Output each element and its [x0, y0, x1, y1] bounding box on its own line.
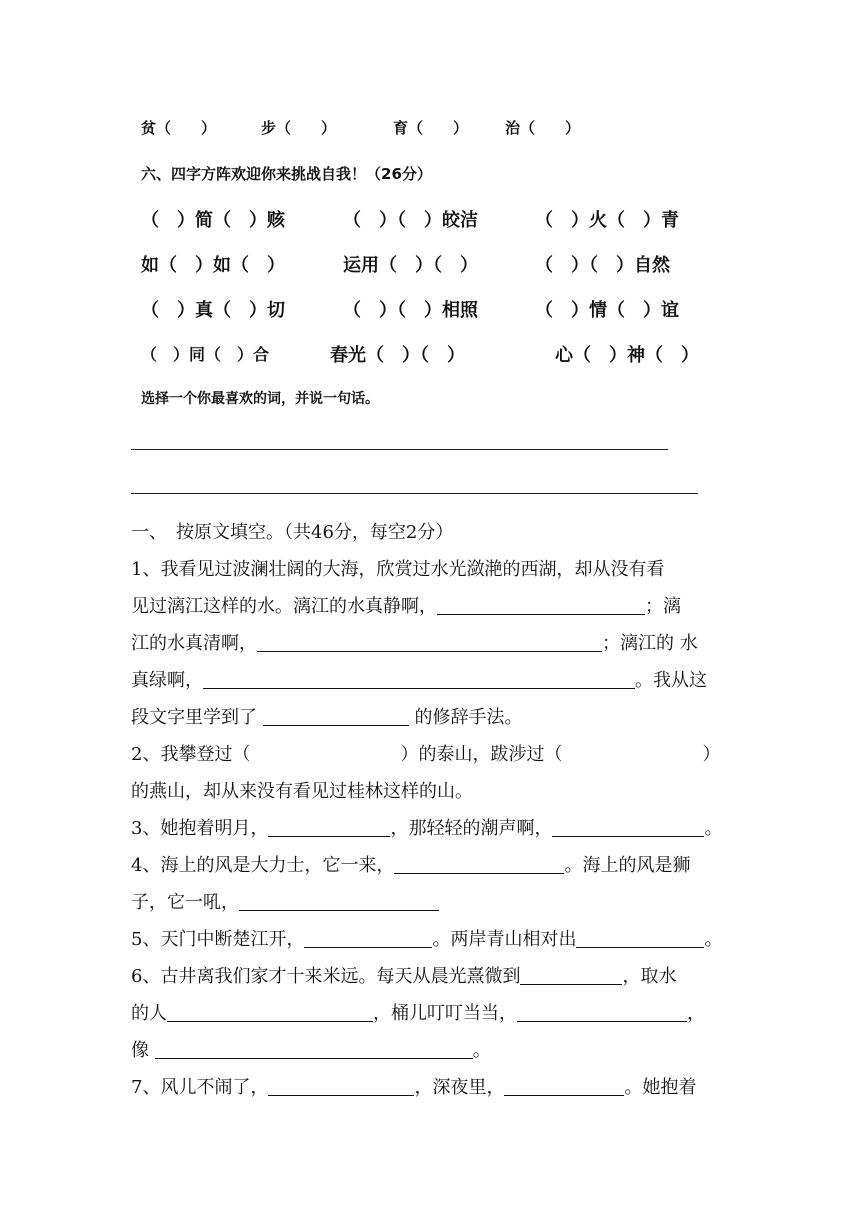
text: ；漓 — [645, 596, 681, 617]
text: 段文字里学到了 — [131, 707, 263, 728]
blank[interactable] — [263, 707, 409, 726]
idiom-cell: 如（ ）如（ ） — [141, 255, 285, 276]
text: ，深夜里， — [414, 1077, 505, 1098]
text: ，桶儿叮叮当当， — [373, 1003, 517, 1024]
text: ）的泰山，跋涉过（ — [400, 744, 563, 765]
section-one-title: 一、 按原文填空。（共46分，每空2分） — [131, 522, 454, 543]
blank[interactable] — [257, 633, 602, 652]
idiom-cell: 心（ ）神（ ） — [555, 345, 699, 366]
text: 的修辞手法。 — [408, 707, 523, 728]
question-1-line — [131, 662, 707, 699]
question-3-line — [131, 810, 722, 847]
question-5-line — [131, 921, 722, 958]
text: 像 — [131, 1040, 155, 1061]
text: 真绿啊， — [131, 670, 203, 691]
section-six-title: 六、四字方阵欢迎你来挑战自我！（26分） — [141, 165, 432, 183]
fill-item-pin: 贫（ ） — [141, 119, 217, 137]
blank[interactable] — [239, 892, 439, 911]
text: 。 — [704, 929, 723, 950]
question-6-line — [131, 995, 705, 1032]
blank[interactable] — [552, 818, 704, 837]
text: 。 — [704, 818, 723, 839]
text: 。两岸青山相对出 — [432, 929, 577, 950]
text: 。她抱着 — [624, 1077, 697, 1098]
text: 。 — [472, 1040, 491, 1061]
answer-line[interactable] — [131, 449, 668, 450]
text: 4、海上的风是大力士，它一来， — [131, 855, 395, 876]
text: 。我从这 — [635, 670, 707, 691]
idiom-cell: （ ）（ ）自然 — [535, 255, 670, 276]
question-1-line — [131, 588, 681, 625]
blank[interactable] — [437, 596, 645, 615]
idiom-cell: （ ）（ ）相照 — [343, 300, 478, 321]
idiom-cell: （ ）火（ ）青 — [535, 210, 679, 231]
question-1-line — [131, 699, 522, 736]
question-6-line — [131, 1032, 491, 1069]
choose-word-prompt: 选择一个你最喜欢的词，并说一句话。 — [141, 391, 379, 407]
text: ， — [687, 1003, 705, 1024]
blank[interactable] — [576, 929, 704, 948]
text: 江的水真清啊， — [131, 633, 257, 654]
text: 6、古井离我们家才十来米远。每天从晨光熹微到 — [131, 966, 521, 987]
blank[interactable] — [268, 818, 390, 837]
question-6-line — [131, 958, 676, 995]
blank[interactable] — [167, 1003, 373, 1022]
text: 的人 — [131, 1003, 167, 1024]
question-1-line — [131, 551, 664, 588]
fill-item-yu: 育（ ） — [393, 119, 469, 137]
idiom-cell: 运用（ ）（ ） — [343, 255, 478, 276]
fill-item-zhi: 治（ ） — [505, 119, 581, 137]
text: 2、我攀登过（ — [131, 744, 251, 765]
text: ，那轻轻的潮声啊， — [390, 818, 553, 839]
text: 3、她抱着明月， — [131, 818, 269, 839]
text: ） — [702, 744, 721, 765]
text: 见过漓江这样的水。漓江的水真静啊， — [131, 596, 437, 617]
text: ；漓江的 水 — [602, 633, 698, 654]
blank[interactable] — [304, 929, 432, 948]
blank[interactable] — [203, 670, 635, 689]
blank[interactable] — [517, 1003, 687, 1022]
text: 子，它一吼， — [131, 892, 239, 913]
idiom-cell: （ ）（ ）皎洁 — [343, 210, 478, 231]
answer-line[interactable] — [131, 493, 698, 494]
blank[interactable] — [268, 1077, 414, 1096]
idiom-cell: （ ）简（ ）赅 — [141, 210, 285, 231]
idiom-cell: （ ）同（ ）合 — [141, 345, 270, 364]
question-4-line — [131, 884, 439, 921]
text: 5、天门中断楚江开， — [131, 929, 305, 950]
question-7-line — [131, 1069, 696, 1106]
text: ，取水 — [622, 966, 677, 987]
blank[interactable] — [520, 966, 622, 985]
fill-item-bu: 步（ ） — [261, 119, 337, 137]
text: 1、我看见过波澜壮阔的大海，欣赏过水光潋滟的西湖，却从没有看 — [131, 559, 665, 580]
question-4-line — [131, 847, 690, 884]
blank[interactable] — [504, 1077, 624, 1096]
idiom-cell: （ ）真（ ）切 — [141, 300, 285, 321]
blank[interactable] — [155, 1040, 473, 1059]
text: 。海上的风是狮 — [564, 855, 691, 876]
question-2-line: 的燕山，却从来没有看见过桂林这样的山。 — [131, 781, 473, 802]
question-2-line — [131, 736, 720, 773]
idiom-cell: 春光（ ）（ ） — [330, 345, 465, 366]
blank[interactable] — [394, 855, 564, 874]
text: 7、风儿不闹了， — [131, 1077, 269, 1098]
idiom-cell: （ ）情（ ）谊 — [535, 300, 679, 321]
question-1-line — [131, 625, 698, 662]
